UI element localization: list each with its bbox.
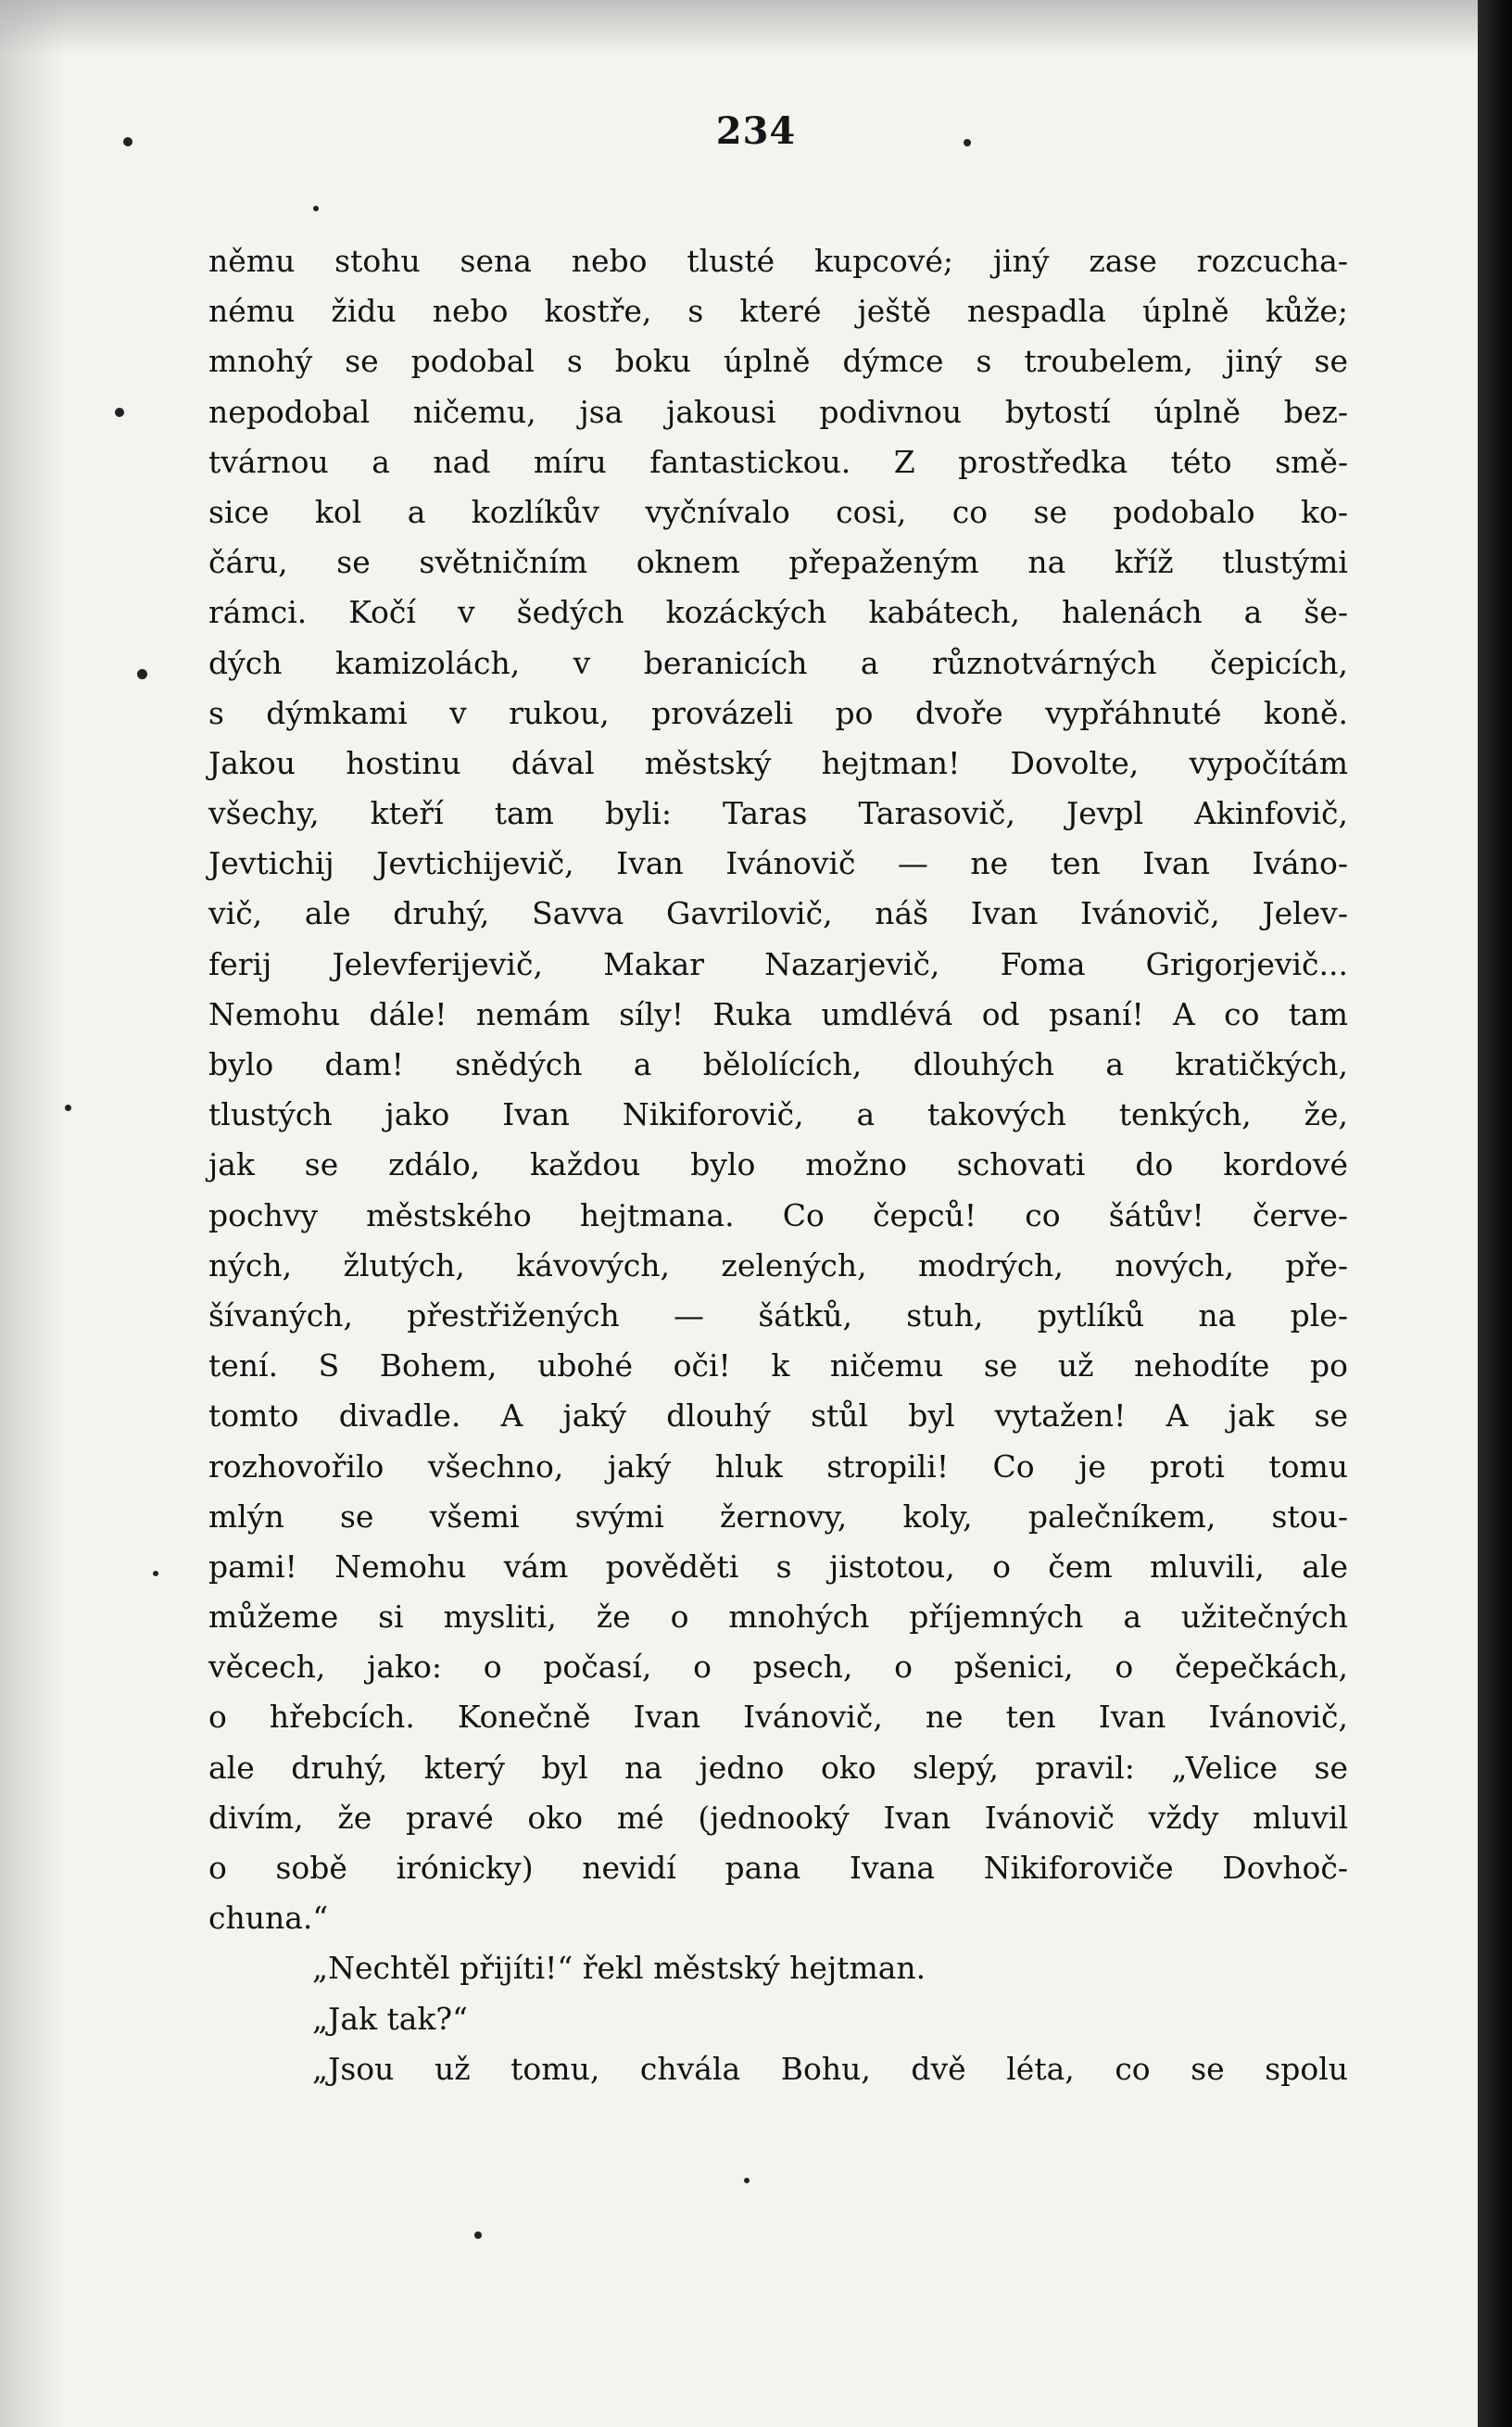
text-line: „Nechtěl přijíti!“ řekl městský hejtman.	[312, 1950, 926, 1987]
text-line: sice kol a kozlíkův vyčnívalo cosi, co se podobalo ko-	[208, 493, 1348, 530]
text-line: čáru, se světničním oknem přepaženým na kříž tlustými	[208, 544, 1348, 581]
text-line: ných, žlutých, kávových, zelených, modrých, nových, pře-	[208, 1246, 1348, 1283]
text-line: rámci. Kočí v šedých kozáckých kabátech, halenách a še-	[208, 594, 1348, 631]
text-line: nepodobal ničemu, jsa jakousi podivnou bytostí úplně bez-	[208, 393, 1348, 430]
page-top-shading	[0, 0, 1478, 56]
speck	[474, 2231, 482, 2239]
page-left-shading	[0, 0, 65, 2427]
text-line: o sobě irónicky) nevidí pana Ivana Nikiforoviče Dovhoč-	[208, 1850, 1348, 1886]
text-line: o hřebcích. Konečně Ivan Ivánovič, ne ten Ivan Ivánovič,	[208, 1699, 1348, 1736]
text-line: Nemohu dále! nemám síly! Ruka umdlévá od psaní! A co tam	[208, 995, 1348, 1032]
text-line: pami! Nemohu vám pověděti s jistotou, o čem mluvili, ale	[208, 1548, 1348, 1585]
text-line: chuna.“	[208, 1900, 329, 1937]
text-line: dých kamizolách, v beranicích a různotvárných čepicích,	[208, 644, 1348, 681]
text-line: nému židu nebo kostře, s které ještě nespadla úplně kůže;	[208, 293, 1348, 330]
text-line: šívaných, přestřižených — šátků, stuh, pytlíků na ple-	[208, 1296, 1348, 1334]
text-line: jak se zdálo, každou bylo možno schovati do kordové	[208, 1146, 1348, 1183]
text-line: ferij Jelevferijevič, Makar Nazarjevič, Foma Grigorjevič...	[208, 945, 1348, 982]
text-line: všechy, kteří tam byli: Taras Tarasovič, Jevpl Akinfovič,	[208, 795, 1348, 832]
page-right-shadow	[1478, 0, 1512, 2427]
text-line: „Jsou už tomu, chvála Bohu, dvě léta, co se spolu	[312, 2050, 1348, 2087]
text-line: věcech, jako: o počasí, o psech, o pšenici, o čepečkách,	[208, 1649, 1348, 1686]
text-line: s dýmkami v rukou, provázeli po dvoře vypřáhnuté koně.	[208, 694, 1348, 731]
speck	[744, 2178, 750, 2183]
text-line: rozhovořilo všechno, jaký hluk stropili! Co je proti tomu	[208, 1447, 1348, 1485]
text-line: němu stohu sena nebo tlusté kupcové; jiný zase rozcucha-	[208, 243, 1348, 279]
text-line: ale druhý, který byl na jedno oko slepý, pravil: „Velice se	[208, 1749, 1348, 1786]
text-line: pochvy městského hejtmana. Co čepců! co šátův! červe-	[208, 1196, 1348, 1233]
text-line: tomto divadle. A jaký dlouhý stůl byl vytažen! A jak se	[208, 1397, 1348, 1435]
speck	[65, 1105, 71, 1111]
speck	[137, 669, 147, 679]
text-line: tení. S Bohem, ubohé oči! k ničemu se už nehodíte po	[208, 1347, 1348, 1384]
body-text	[208, 236, 1348, 2094]
text-line: tvárnou a nad míru fantastickou. Z prostředka této smě-	[208, 443, 1348, 480]
text-line: vič, ale druhý, Savva Gavrilovič, náš Ivan Ivánovič, Jelev-	[208, 895, 1348, 932]
text-line: mnohý se podobal s boku úplně dýmce s troubelem, jiný se	[208, 343, 1348, 380]
text-line: Jakou hostinu dával městský hejtman! Dovolte, vypočítám	[208, 744, 1348, 781]
text-line: divím, že pravé oko mé (jednooký Ivan Ivánovič vždy mluvil	[208, 1799, 1348, 1836]
text-line: mlýn se všemi svými žernovy, koly, palečníkem, stou-	[208, 1498, 1348, 1535]
speck	[313, 206, 319, 211]
text-line: tlustých jako Ivan Nikiforovič, a takových tenkých, že,	[208, 1096, 1348, 1133]
text-line: bylo dam! snědých a bělolících, dlouhých a kratičkých,	[208, 1046, 1348, 1082]
speck	[153, 1571, 158, 1576]
text-line: Jevtichij Jevtichijevič, Ivan Ivánovič — ne ten Ivan Ivánο-	[208, 845, 1348, 882]
page-number: 234	[715, 109, 797, 153]
text-line: můžeme si mysliti, že o mnohých příjemných a užitečných	[208, 1599, 1348, 1636]
text-line: „Jak tak?“	[312, 2000, 468, 2037]
speck	[115, 408, 124, 417]
